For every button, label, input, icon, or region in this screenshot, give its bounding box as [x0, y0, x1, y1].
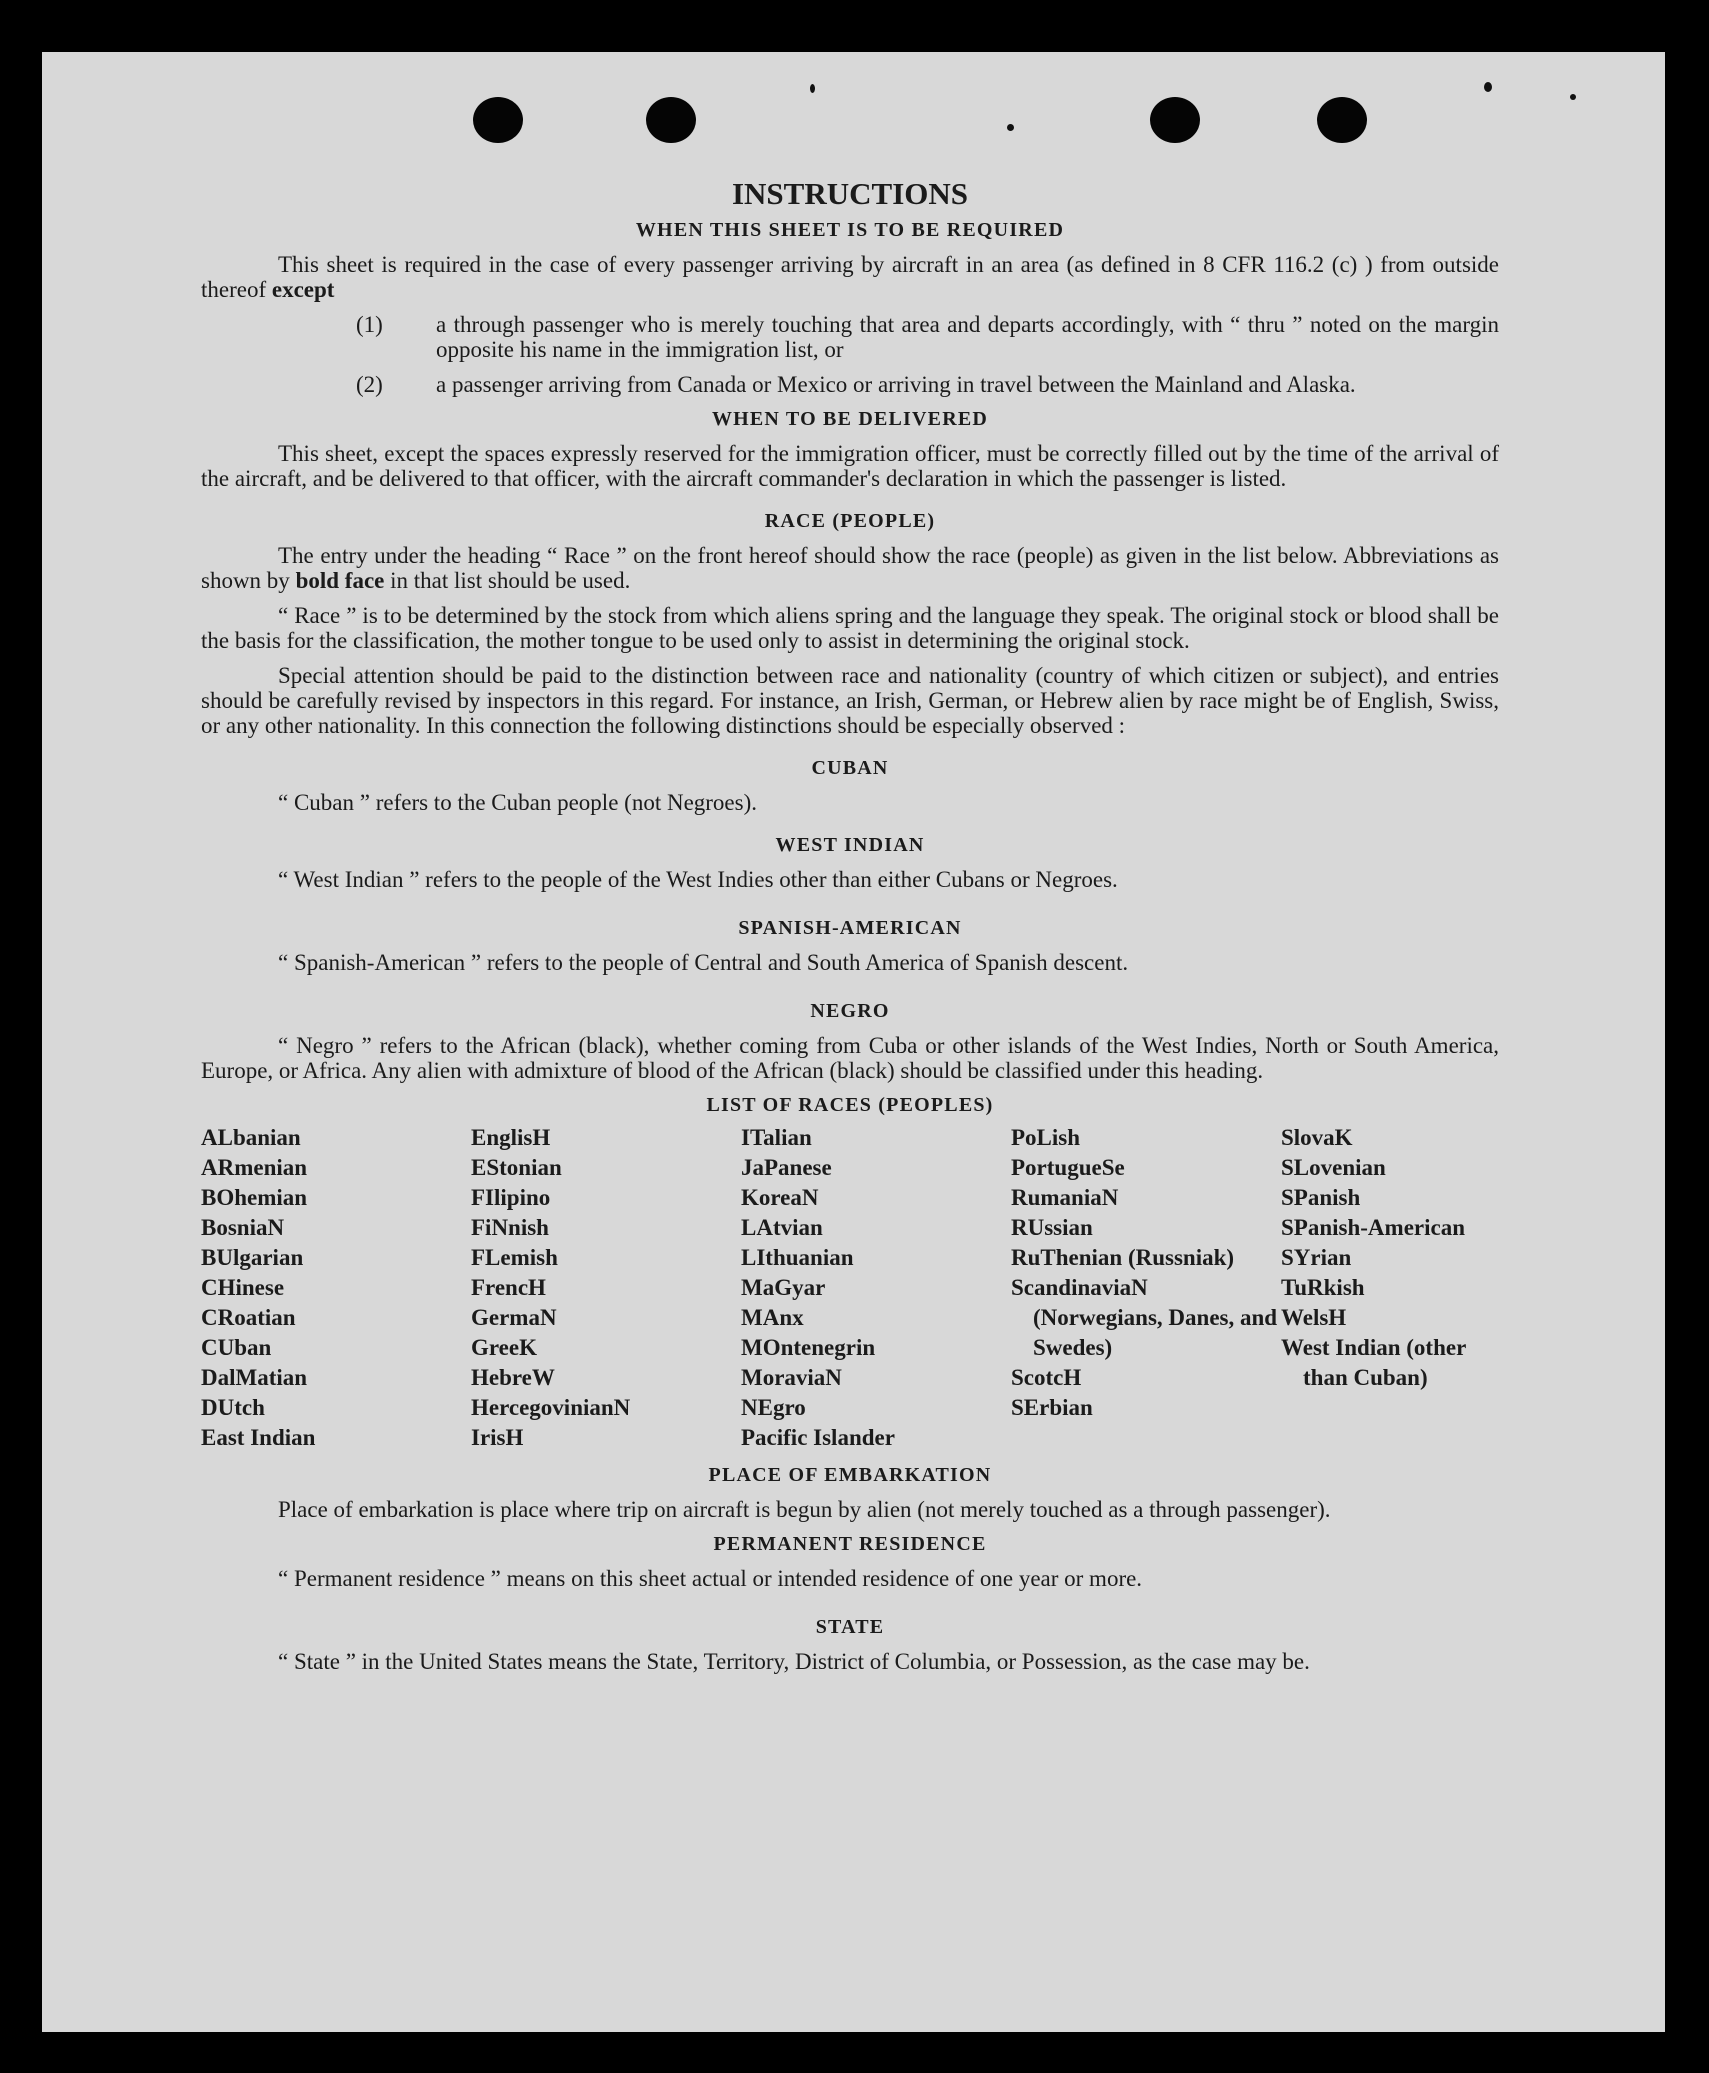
race-paragraph-1: The entry under the heading “ Race ” on the front hereof should show the race (people) as given in the list below. Abbreviations as shown by bold face in that list should be used.: [201, 543, 1499, 593]
ink-speck: [810, 84, 815, 93]
race-entry: IrisH: [471, 1425, 524, 1450]
races-column-3: [741, 1123, 1011, 1453]
exception-item-1: (1) a through passenger who is merely touching that area and departs accordingly, with “ thru ” noted on the margin opposite his name in the immigration list, or: [356, 312, 1499, 362]
race-entry: CRoatian: [201, 1305, 296, 1330]
spanish-american-text: “ Spanish-American ” refers to the people of Central and South America of Spanish descent.: [278, 950, 1129, 975]
race-entry: LIthuanian: [741, 1245, 854, 1270]
race-entry: NEgro: [741, 1395, 806, 1420]
race-entry: RumaniaN: [1011, 1185, 1119, 1210]
punch-hole: [473, 97, 523, 143]
race-entry: DUtch: [201, 1395, 265, 1420]
race-entry: RUssian: [1011, 1215, 1093, 1240]
negro-text: “ Negro ” refers to the African (black), whether coming from Cuba or other islands of the West Indies, North or South America, Europe, or Africa. Any alien with admixture of blood of the African (black) should be classified under this heading.: [201, 1033, 1499, 1083]
race-entry: BOhemian: [201, 1185, 308, 1210]
race-entry: ITalian: [741, 1125, 812, 1150]
races-list: [201, 1123, 1499, 1453]
heading-west-indian: WEST INDIAN: [775, 834, 925, 856]
punch-hole: [1317, 97, 1367, 143]
race-entry: RuThenian (Russniak): [1011, 1245, 1235, 1270]
heading-when-required: WHEN THIS SHEET IS TO BE REQUIRED: [635, 219, 1065, 241]
races-column-5: [1281, 1123, 1499, 1453]
race-entry: WelsH: [1281, 1305, 1347, 1330]
heading-place-of-embarkation: PLACE OF EMBARKATION: [708, 1464, 992, 1486]
ink-speck: [1570, 94, 1576, 100]
race-entry: GreeK: [471, 1335, 537, 1360]
race-entry: EnglisH: [471, 1125, 551, 1150]
race-entry: PoLish: [1011, 1125, 1081, 1150]
cuban-text: “ Cuban ” refers to the Cuban people (not Negroes).: [278, 790, 758, 815]
page-title: INSTRUCTIONS: [731, 176, 968, 211]
race-entry: LAtvian: [741, 1215, 823, 1240]
instructions-content: [201, 176, 1499, 1674]
race-entry: ScandinaviaN (Norwegians, Danes, and Swedes): [1011, 1275, 1278, 1360]
heading-list-of-races: LIST OF RACES (PEOPLES): [706, 1094, 994, 1116]
embarkation-text: Place of embarkation is place where trip on aircraft is begun by alien (not merely touched as a through passenger).: [278, 1497, 1331, 1522]
race-entry: SPanish: [1281, 1185, 1361, 1210]
race-entry: SlovaK: [1281, 1125, 1353, 1150]
race-entry: MOntenegrin: [741, 1335, 876, 1360]
race-entry: MAnx: [741, 1305, 804, 1330]
race-entry: FrencH: [471, 1275, 546, 1300]
residence-text: “ Permanent residence ” means on this sheet actual or intended residence of one year or more.: [278, 1566, 1143, 1591]
race-entry: ARmenian: [201, 1155, 308, 1180]
race-entry: SYrian: [1281, 1245, 1352, 1270]
delivered-text: This sheet, except the spaces expressly reserved for the immigration officer, must be correctly filled out by the time of the arrival of the aircraft, and be delivered to that officer, with the aircraft commander's declaration in which the passenger is listed.: [201, 441, 1499, 491]
race-entry: EStonian: [471, 1155, 562, 1180]
races-column-2: [471, 1123, 741, 1453]
state-text: “ State ” in the United States means the State, Territory, District of Columbia, or Possession, as the case may be.: [278, 1649, 1310, 1674]
race-entry: FIlipino: [471, 1185, 551, 1210]
race-paragraph-3: Special attention should be paid to the distinction between race and nationality (country of which citizen or subject), and entries should be carefully revised by inspectors in this regard. For instance, an Irish, German, or Hebrew alien by race might be of English, Swiss, or any other nationality. In this connection the following distinctions should be especially observed :: [201, 663, 1499, 738]
heading-state: STATE: [815, 1616, 885, 1638]
race-entry: PortugueSe: [1011, 1155, 1125, 1180]
punch-hole: [646, 97, 696, 143]
races-column-1: [201, 1123, 471, 1453]
race-entry: ScotcH: [1011, 1365, 1082, 1390]
race-entry: GermaN: [471, 1305, 557, 1330]
ink-speck: [1484, 82, 1492, 92]
race-entry: HebreW: [471, 1365, 555, 1390]
race-entry: CHinese: [201, 1275, 285, 1300]
race-entry: SErbian: [1011, 1395, 1093, 1420]
race-entry: MaGyar: [741, 1275, 826, 1300]
race-entry: KoreaN: [741, 1185, 819, 1210]
race-entry: CUban: [201, 1335, 272, 1360]
west-indian-text: “ West Indian ” refers to the people of the West Indies other than either Cubans or Negroes.: [278, 867, 1118, 892]
heading-when-delivered: WHEN TO BE DELIVERED: [711, 408, 989, 430]
race-entry: SPanish-American: [1281, 1215, 1465, 1240]
race-entry: BosniaN: [201, 1215, 285, 1240]
race-entry: DalMatian: [201, 1365, 308, 1390]
heading-spanish-american: SPANISH-AMERICAN: [738, 917, 962, 939]
race-entry: HercegovinianN: [471, 1395, 631, 1420]
heading-permanent-residence: PERMANENT RESIDENCE: [713, 1533, 987, 1555]
race-entry: ALbanian: [201, 1125, 301, 1150]
race-entry: West Indian (other than Cuban): [1281, 1335, 1466, 1390]
race-entry: FLemish: [471, 1245, 558, 1270]
required-intro: This sheet is required in the case of every passenger arriving by aircraft in an area (as defined in 8 CFR 116.2 (c) ) from outside thereof except: [201, 252, 1499, 302]
race-entry: MoraviaN: [741, 1365, 842, 1390]
race-entry: SLovenian: [1281, 1155, 1386, 1180]
heading-cuban: CUBAN: [811, 757, 889, 779]
race-paragraph-2: “ Race ” is to be determined by the stock from which aliens spring and the language they speak. The original stock or blood shall be the basis for the classification, the mother tongue to be used only to assist in determining the original stock.: [201, 603, 1499, 653]
punch-hole: [1150, 97, 1200, 143]
race-entry: Pacific Islander: [741, 1425, 895, 1450]
race-entry: JaPanese: [741, 1155, 832, 1180]
race-entry: TuRkish: [1281, 1275, 1365, 1300]
heading-race: RACE (PEOPLE): [764, 510, 936, 532]
race-entry: BUlgarian: [201, 1245, 304, 1270]
race-entry: East Indian: [201, 1425, 316, 1450]
races-column-4: [1011, 1123, 1281, 1453]
exception-item-2: (2) a passenger arriving from Canada or Mexico or arriving in travel between the Mainland and Alaska.: [356, 372, 1356, 397]
heading-negro: NEGRO: [810, 1000, 890, 1022]
race-entry: FiNnish: [471, 1215, 549, 1240]
ink-speck: [1007, 124, 1014, 131]
